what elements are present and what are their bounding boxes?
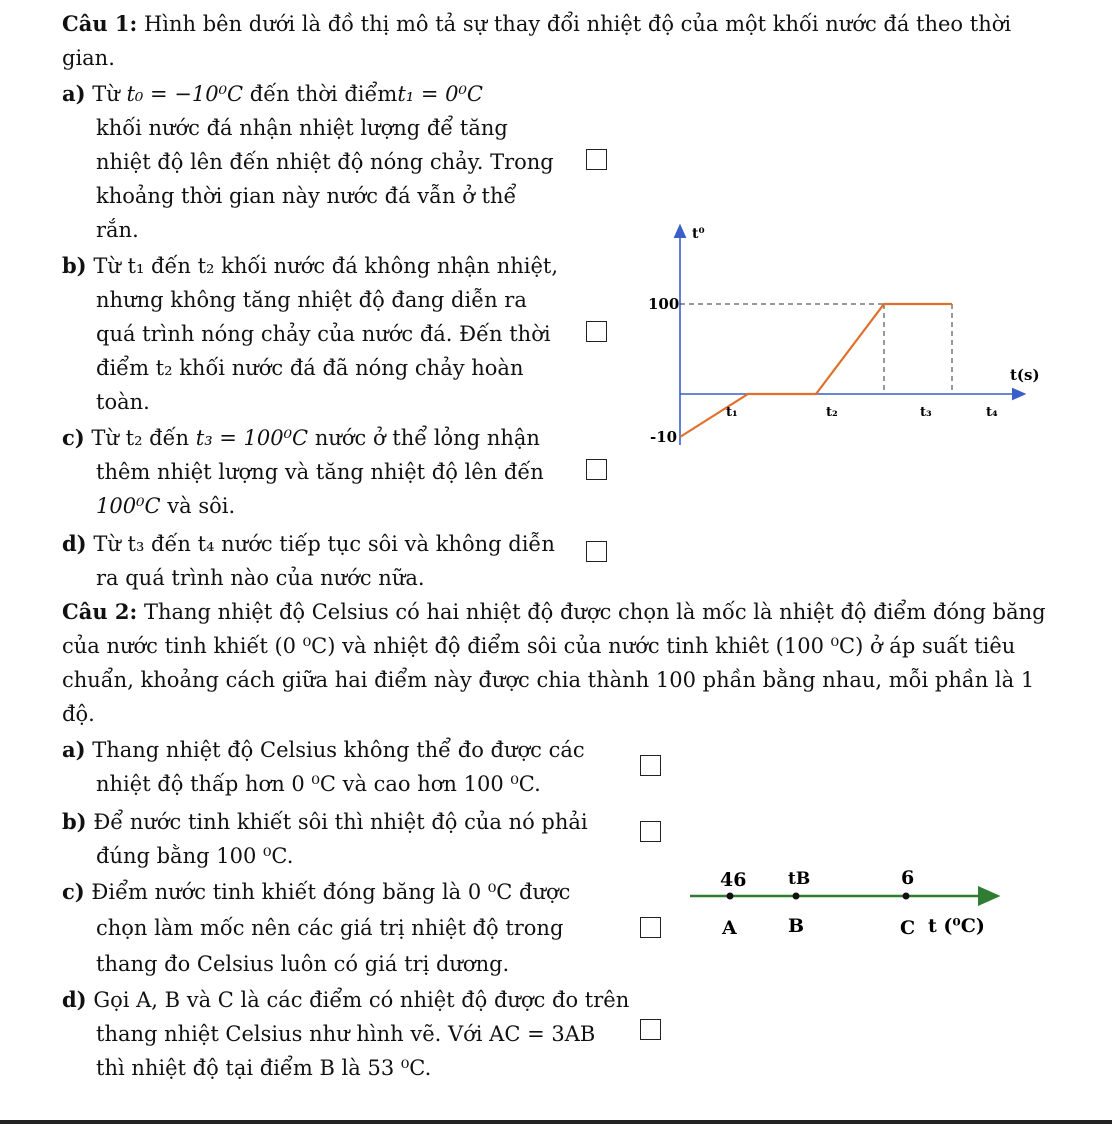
scale-axis-label: t (⁰C) bbox=[928, 915, 985, 937]
chart-y-label: t⁰ bbox=[692, 226, 705, 242]
q1-label: Câu 1: bbox=[62, 11, 138, 36]
q1c-answer-checkbox[interactable] bbox=[586, 459, 607, 480]
q2c-line1 bbox=[62, 878, 570, 906]
q2d-text1: Gọi A, B và C là các điểm có nhiệt độ được đo trên bbox=[93, 988, 630, 1012]
q2-label: Câu 2: bbox=[62, 599, 138, 624]
q1a-label: a) bbox=[62, 81, 86, 106]
q1a-line1 bbox=[62, 80, 483, 108]
q2c-line2: chọn làm mốc nên các giá trị nhiệt độ trong bbox=[96, 916, 564, 940]
q1c-math1: t₃ = 100⁰C bbox=[195, 426, 309, 450]
scale-point-b bbox=[793, 893, 800, 900]
q2d-line3: thì nhiệt độ tại điểm B là 53 ⁰C. bbox=[96, 1056, 432, 1080]
chart-x-tick-t3: t₃ bbox=[920, 405, 932, 420]
q2c-label: c) bbox=[62, 879, 85, 904]
q1a-math1: t₀ = −10⁰C bbox=[126, 82, 244, 106]
chart-x-tick-t1: t₁ bbox=[726, 405, 738, 420]
q1a-line2: khối nước đá nhận nhiệt lượng để tăng bbox=[96, 116, 508, 140]
q2-text1: Thang nhiệt độ Celsius có hai nhiệt độ được chọn là mốc là nhiệt độ điểm đóng băng bbox=[143, 600, 1046, 624]
q1b-line4: điểm t₂ khối nước đá đã nóng chảy hoàn bbox=[96, 356, 524, 380]
q2b-text1: Để nước tinh khiết sôi thì nhiệt độ của nó phải bbox=[93, 810, 588, 834]
q2a-line1 bbox=[62, 736, 585, 764]
q2a-answer-checkbox[interactable] bbox=[640, 755, 661, 776]
q2a-text1: Thang nhiệt độ Celsius không thể đo được các bbox=[92, 738, 585, 762]
q1b-line2: nhưng không tăng nhiệt độ đang diễn ra bbox=[96, 288, 527, 312]
q2-line3: chuẩn, khoảng cách giữa hai điểm này được chia thành 100 phần bằng nhau, mỗi phần là 1 bbox=[62, 668, 1035, 692]
chart-x-label: t(s) bbox=[1010, 366, 1040, 384]
q1a-seg2: đến thời điểm bbox=[249, 82, 398, 106]
scale-c-value: 6 bbox=[901, 867, 915, 889]
chart-y-tick-100: 100 bbox=[648, 295, 680, 313]
q2a-line2: nhiệt độ thấp hơn 0 ⁰C và cao hơn 100 ⁰C. bbox=[96, 772, 541, 796]
q2b-answer-checkbox[interactable] bbox=[640, 821, 661, 842]
q2c-line3: thang đo Celsius luôn có giá trị dương. bbox=[96, 952, 510, 976]
scale-c-label: C bbox=[900, 917, 916, 939]
celsius-scale-diagram bbox=[680, 860, 1010, 950]
q1b-line5: toàn. bbox=[96, 390, 150, 414]
q2c-answer-checkbox[interactable] bbox=[640, 917, 661, 938]
q1c-line1 bbox=[62, 424, 540, 452]
q1c-label: c) bbox=[62, 425, 85, 450]
q2c-text1: Điểm nước tinh khiết đóng băng là 0 ⁰C được bbox=[91, 880, 571, 904]
q1d-label: d) bbox=[62, 531, 87, 556]
scale-b-label: B bbox=[788, 915, 805, 937]
scale-b-value: tB bbox=[788, 869, 811, 889]
q1b-label: b) bbox=[62, 253, 87, 278]
q1-title-cont: gian. bbox=[62, 46, 115, 70]
q2b-line2: đúng bằng 100 ⁰C. bbox=[96, 844, 294, 868]
q1a-line5: rắn. bbox=[96, 218, 139, 242]
chart-y-tick-neg10: -10 bbox=[650, 428, 678, 446]
q1d-line1 bbox=[62, 530, 555, 558]
q1c-seg3: và sôi. bbox=[167, 494, 236, 518]
chart-x-tick-t2: t₂ bbox=[826, 405, 838, 420]
q1c-math2: 100⁰C bbox=[96, 494, 161, 518]
q1a-line4: khoảng thời gian này nước đá vẫn ở thể bbox=[96, 184, 517, 208]
q2-line2: của nước tinh khiết (0 ⁰C) và nhiệt độ điểm sôi của nước tinh khiêt (100 ⁰C) ở áp suất tiêu bbox=[62, 634, 1016, 658]
chart-x-tick-t4: t₄ bbox=[986, 405, 998, 420]
q1d-text1: Từ t₃ đến t₄ nước tiếp tục sôi và không diễn bbox=[93, 532, 555, 556]
scale-point-c bbox=[903, 893, 910, 900]
q2b-line1 bbox=[62, 808, 588, 836]
q1a-math2: t₁ = 0⁰C bbox=[397, 82, 483, 106]
q1c-line3 bbox=[96, 492, 235, 520]
q1a-answer-checkbox[interactable] bbox=[586, 149, 607, 170]
chart-series-line bbox=[680, 304, 952, 437]
q2d-label: d) bbox=[62, 987, 87, 1012]
q1c-seg1: Từ t₂ đến bbox=[91, 426, 190, 450]
q2a-label: a) bbox=[62, 737, 86, 762]
q1b-line3: quá trình nóng chảy của nước đá. Đến thời bbox=[96, 322, 551, 346]
q2d-answer-checkbox[interactable] bbox=[640, 1019, 661, 1040]
scale-a-label: A bbox=[722, 917, 737, 939]
temperature-time-chart bbox=[600, 212, 1070, 462]
q1a-seg1: Từ bbox=[92, 82, 120, 106]
q1d-line2: ra quá trình nào của nước nữa. bbox=[96, 566, 425, 590]
q2-line4: độ. bbox=[62, 702, 95, 726]
q1c-line2: thêm nhiệt lượng và tăng nhiệt độ lên đến bbox=[96, 460, 544, 484]
q2d-line2: thang nhiệt Celsius như hình vẽ. Với AC = 3AB bbox=[96, 1022, 596, 1046]
q1a-line3: nhiệt độ lên đến nhiệt độ nóng chảy. Trong bbox=[96, 150, 554, 174]
q1-title-text: Hình bên dưới là đồ thị mô tả sự thay đổi nhiệt độ của một khối nước đá theo thời bbox=[143, 12, 1012, 36]
q1d-answer-checkbox[interactable] bbox=[586, 541, 607, 562]
scale-a-value: 46 bbox=[720, 869, 747, 891]
bottom-divider bbox=[0, 1120, 1112, 1124]
q2b-label: b) bbox=[62, 809, 87, 834]
scale-point-a bbox=[727, 893, 734, 900]
q2d-line1 bbox=[62, 986, 629, 1014]
q1b-text1: Từ t₁ đến t₂ khối nước đá không nhận nhiệt, bbox=[93, 254, 559, 278]
q1b-line1 bbox=[62, 252, 558, 280]
q2-line1 bbox=[62, 598, 1046, 626]
q1c-seg2: nước ở thể lỏng nhận bbox=[314, 426, 540, 450]
q1-title bbox=[62, 10, 1011, 38]
